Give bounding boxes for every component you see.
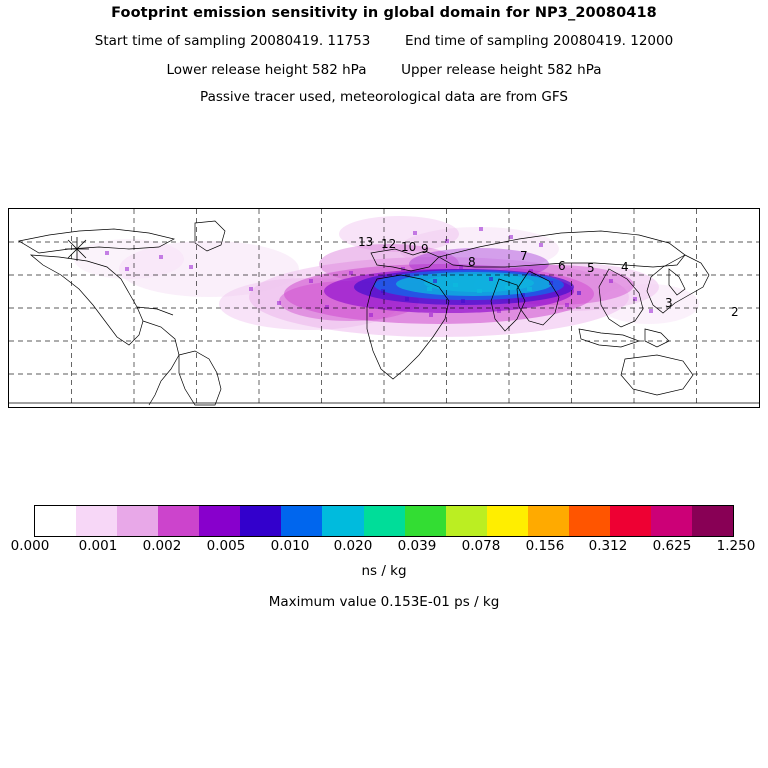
page-title: Footprint emission sensitivity in global domain for NP3_20080418 [111, 5, 657, 21]
contour-label-4: 4 [621, 260, 629, 274]
contour-label-8: 8 [468, 255, 476, 269]
colorbar-cell [76, 506, 117, 536]
colorbar-tick: 0.020 [333, 538, 373, 554]
colorbar-cell [405, 506, 446, 536]
colorbar-tick: 0.078 [461, 538, 501, 554]
contour-label-5: 5 [587, 261, 595, 275]
tracer-info-label: Passive tracer used, meteorological data are from GFS [200, 89, 568, 105]
contour-label-2: 2 [731, 305, 739, 319]
contour-label-9: 9 [421, 242, 429, 256]
colorbar-cell [610, 506, 651, 536]
colorbar-cell [240, 506, 281, 536]
lower-release-height-label: Lower release height 582 hPa [166, 62, 367, 78]
colorbar-cell [364, 506, 405, 536]
colorbar-cell [322, 506, 363, 536]
colorbar-cell [487, 506, 528, 536]
release-point-marker [65, 237, 89, 261]
contour-label-7: 7 [520, 249, 528, 263]
map-panel [8, 208, 760, 408]
contour-label-12: 12 [381, 237, 397, 251]
end-time-label: End time of sampling 20080419. 12000 [404, 33, 674, 49]
colorbar-cell [35, 506, 76, 536]
colorbar-cell [117, 506, 158, 536]
colorbar-tick: 0.039 [397, 538, 437, 554]
colorbar-tick: 0.010 [270, 538, 310, 554]
colorbar-cell [528, 506, 569, 536]
contour-label-13: 13 [358, 235, 374, 249]
colorbar-cell [569, 506, 610, 536]
colorbar-tick: 0.001 [78, 538, 118, 554]
colorbar-cell [281, 506, 322, 536]
release-height-line [0, 62, 768, 78]
colorbar-tick: 0.312 [588, 538, 628, 554]
start-time-label: Start time of sampling 20080419. 11753 [94, 33, 371, 49]
contour-label-10: 10 [401, 240, 417, 254]
upper-release-height-label: Upper release height 582 hPa [401, 62, 602, 78]
colorbar-cell [158, 506, 199, 536]
colorbar-unit-label: ns / kg [361, 563, 407, 579]
colorbar-cell [692, 506, 733, 536]
colorbar-tick-labels [0, 538, 768, 556]
contour-label-3: 3 [665, 296, 673, 310]
colorbar-tick: 0.625 [652, 538, 692, 554]
colorbar-tick: 0.000 [10, 538, 50, 554]
colorbar-cell [446, 506, 487, 536]
colorbar-cell [651, 506, 692, 536]
colorbar-tick: 0.002 [142, 538, 182, 554]
colorbar [34, 505, 734, 537]
colorbar-tick: 0.005 [206, 538, 246, 554]
maximum-value-label: Maximum value 0.153E-01 ps / kg [268, 594, 500, 610]
colorbar-tick: 0.156 [525, 538, 565, 554]
colorbar-cell [199, 506, 240, 536]
colorbar-tick: 1.250 [716, 538, 756, 554]
sampling-time-line [0, 33, 768, 49]
contour-label-6: 6 [558, 259, 566, 273]
